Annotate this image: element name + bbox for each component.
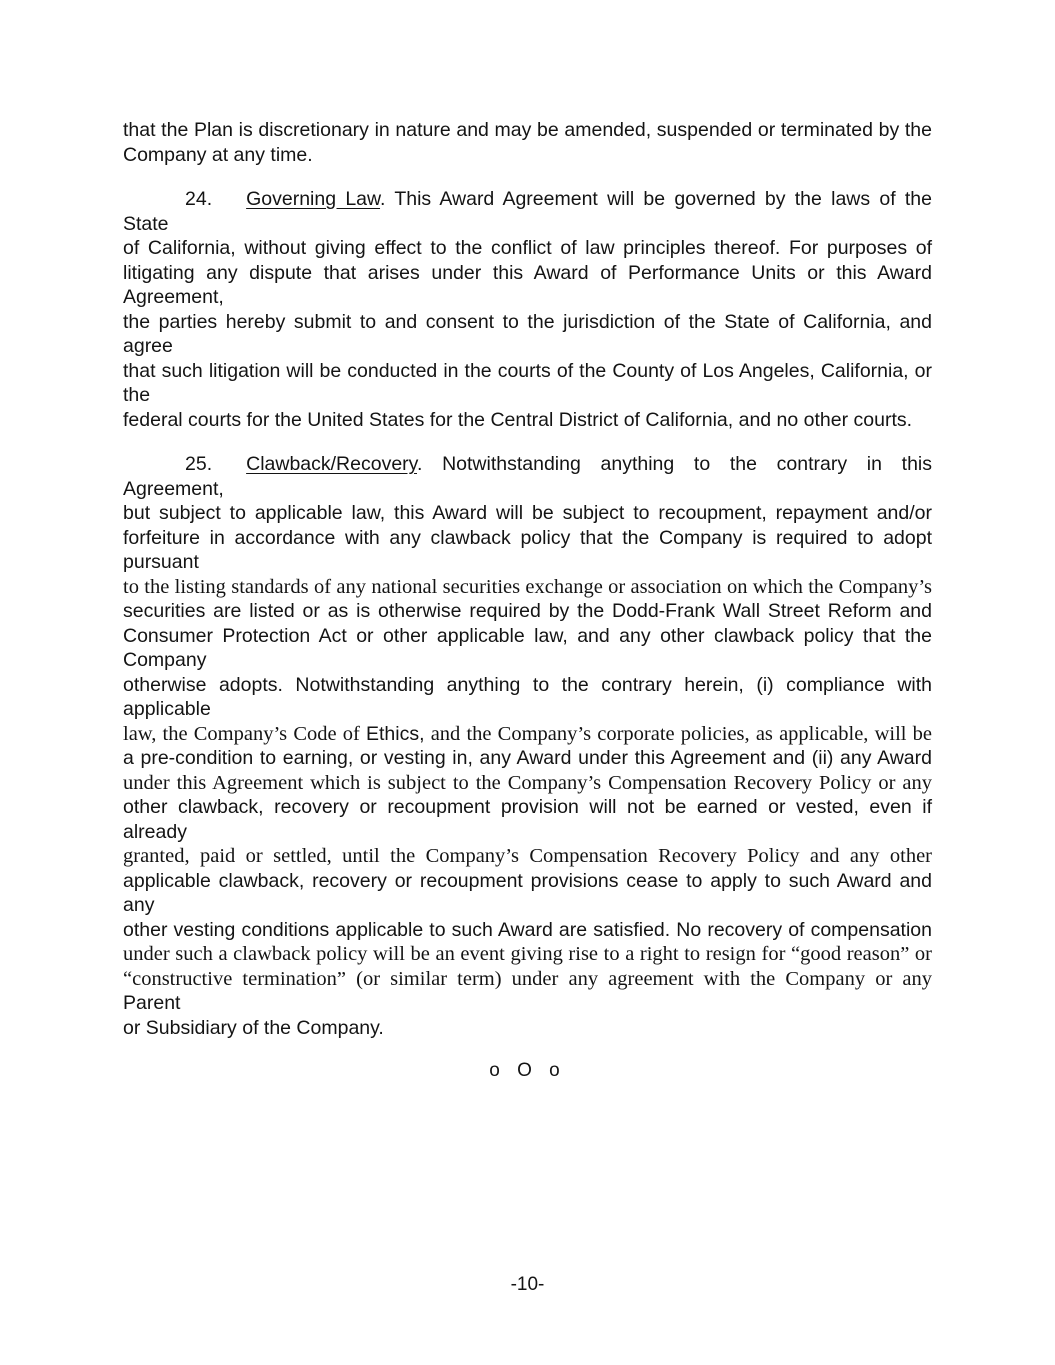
section-heading: Governing Law bbox=[246, 188, 381, 210]
text-line bbox=[123, 501, 932, 526]
text-line bbox=[123, 869, 932, 918]
text-run: Ethics, bbox=[366, 722, 425, 745]
text-line bbox=[123, 143, 932, 168]
text-run: 24. bbox=[185, 188, 213, 210]
text-run: otherwise adopts. Notwithstanding anything to the contrary herein, (i) compliance with applicable bbox=[123, 673, 932, 720]
text-run: “constructive termination” (or similar term) under any agreement with the Company or any bbox=[123, 967, 932, 990]
text-line bbox=[123, 844, 932, 869]
text-run: granted, paid or settled, until the Company’s Compensation Recovery Policy and any other bbox=[123, 845, 932, 867]
text-run: other clawback, recovery or recoupment provision will not be earned or vested, even if already bbox=[123, 796, 932, 843]
text-run: and the Company’s corporate policies, as applicable, will be bbox=[424, 722, 932, 745]
section-24-governing-law bbox=[123, 187, 932, 432]
text-run: under such a clawback policy will be an event giving rise to a right to resign for “good reason” or bbox=[123, 943, 932, 965]
text-run: federal courts for the United States for the Central District of California, and no other courts. bbox=[123, 408, 913, 431]
text-line bbox=[123, 746, 932, 771]
text-run: 25. bbox=[185, 453, 213, 475]
section-end-separator: o O o bbox=[489, 1060, 566, 1081]
text-run: applicable clawback, recovery or recoupment provisions cease to apply to such Award and any bbox=[123, 869, 932, 916]
text-line bbox=[123, 599, 932, 624]
text-run: . This Award Agreement will be governed by the laws of the State bbox=[123, 188, 932, 235]
section-heading: Clawback/Recovery bbox=[246, 453, 417, 475]
tab-space bbox=[212, 204, 246, 205]
text-line bbox=[123, 967, 932, 1016]
text-line bbox=[123, 118, 932, 143]
text-run: of California, without giving effect to the conflict of law principles thereof. For purposes of bbox=[123, 237, 932, 259]
text-run: that the Plan is discretionary in nature and may be amended, suspended or terminated by the bbox=[123, 119, 932, 141]
text-line bbox=[123, 673, 932, 722]
text-line bbox=[123, 261, 932, 310]
text-line bbox=[123, 918, 932, 943]
text-run: Consumer Protection Act or other applicable law, and any other clawback policy that the Company bbox=[123, 624, 932, 671]
text-run: that such litigation will be conducted in the courts of the County of Los Angeles, California, or the bbox=[123, 359, 932, 406]
text-run: securities are listed or as is otherwise required by the Dodd-Frank Wall Street Reform and bbox=[123, 600, 932, 622]
text-line bbox=[123, 310, 932, 359]
paragraphs-container bbox=[123, 118, 932, 1040]
section-25-clawback-recovery bbox=[123, 452, 932, 1040]
text-line bbox=[123, 795, 932, 844]
text-line bbox=[123, 359, 932, 408]
text-line bbox=[123, 771, 932, 796]
text-run: but subject to applicable law, this Award will be subject to recoupment, repayment and/or bbox=[123, 502, 932, 524]
page-number: -10- bbox=[510, 1274, 545, 1295]
tab-space bbox=[212, 469, 246, 470]
text-line bbox=[123, 408, 932, 433]
text-run: under this Agreement which is subject to the Company’s Compensation Recovery Policy or any bbox=[123, 771, 932, 794]
text-line bbox=[123, 624, 932, 673]
text-run: litigating any dispute that arises under this Award of Performance Units or this Award Agreement, bbox=[123, 261, 932, 308]
text-line bbox=[123, 1016, 932, 1041]
text-line bbox=[123, 187, 932, 236]
text-run: a pre-condition to earning, or vesting in, any Award under this Agreement and (ii) any Award bbox=[123, 747, 932, 769]
text-run: law, the Company’s Code of bbox=[123, 722, 366, 745]
text-line bbox=[123, 526, 932, 575]
text-run: . Notwithstanding anything to the contrary in this Agreement, bbox=[123, 453, 932, 500]
text-run: or Subsidiary of the Company. bbox=[123, 1016, 384, 1039]
text-line bbox=[123, 452, 932, 501]
text-run: other vesting conditions applicable to such Award are satisfied. No recovery of compensation bbox=[123, 918, 932, 941]
text-line bbox=[123, 722, 932, 747]
text-line bbox=[123, 236, 932, 261]
text-run: to the listing standards of any national securities exchange or association on which the Company’s bbox=[123, 575, 932, 598]
text-run: Company at any time. bbox=[123, 143, 313, 166]
text-run: the parties hereby submit to and consent to the jurisdiction of the State of California, and agree bbox=[123, 310, 932, 357]
text-line bbox=[123, 942, 932, 967]
paragraph-plan-discretionary bbox=[123, 118, 932, 167]
document-body bbox=[123, 118, 932, 1082]
text-run: Parent bbox=[123, 992, 181, 1014]
text-line bbox=[123, 575, 932, 600]
text-run: forfeiture in accordance with any clawback policy that the Company is required to adopt pursuant bbox=[123, 526, 932, 573]
